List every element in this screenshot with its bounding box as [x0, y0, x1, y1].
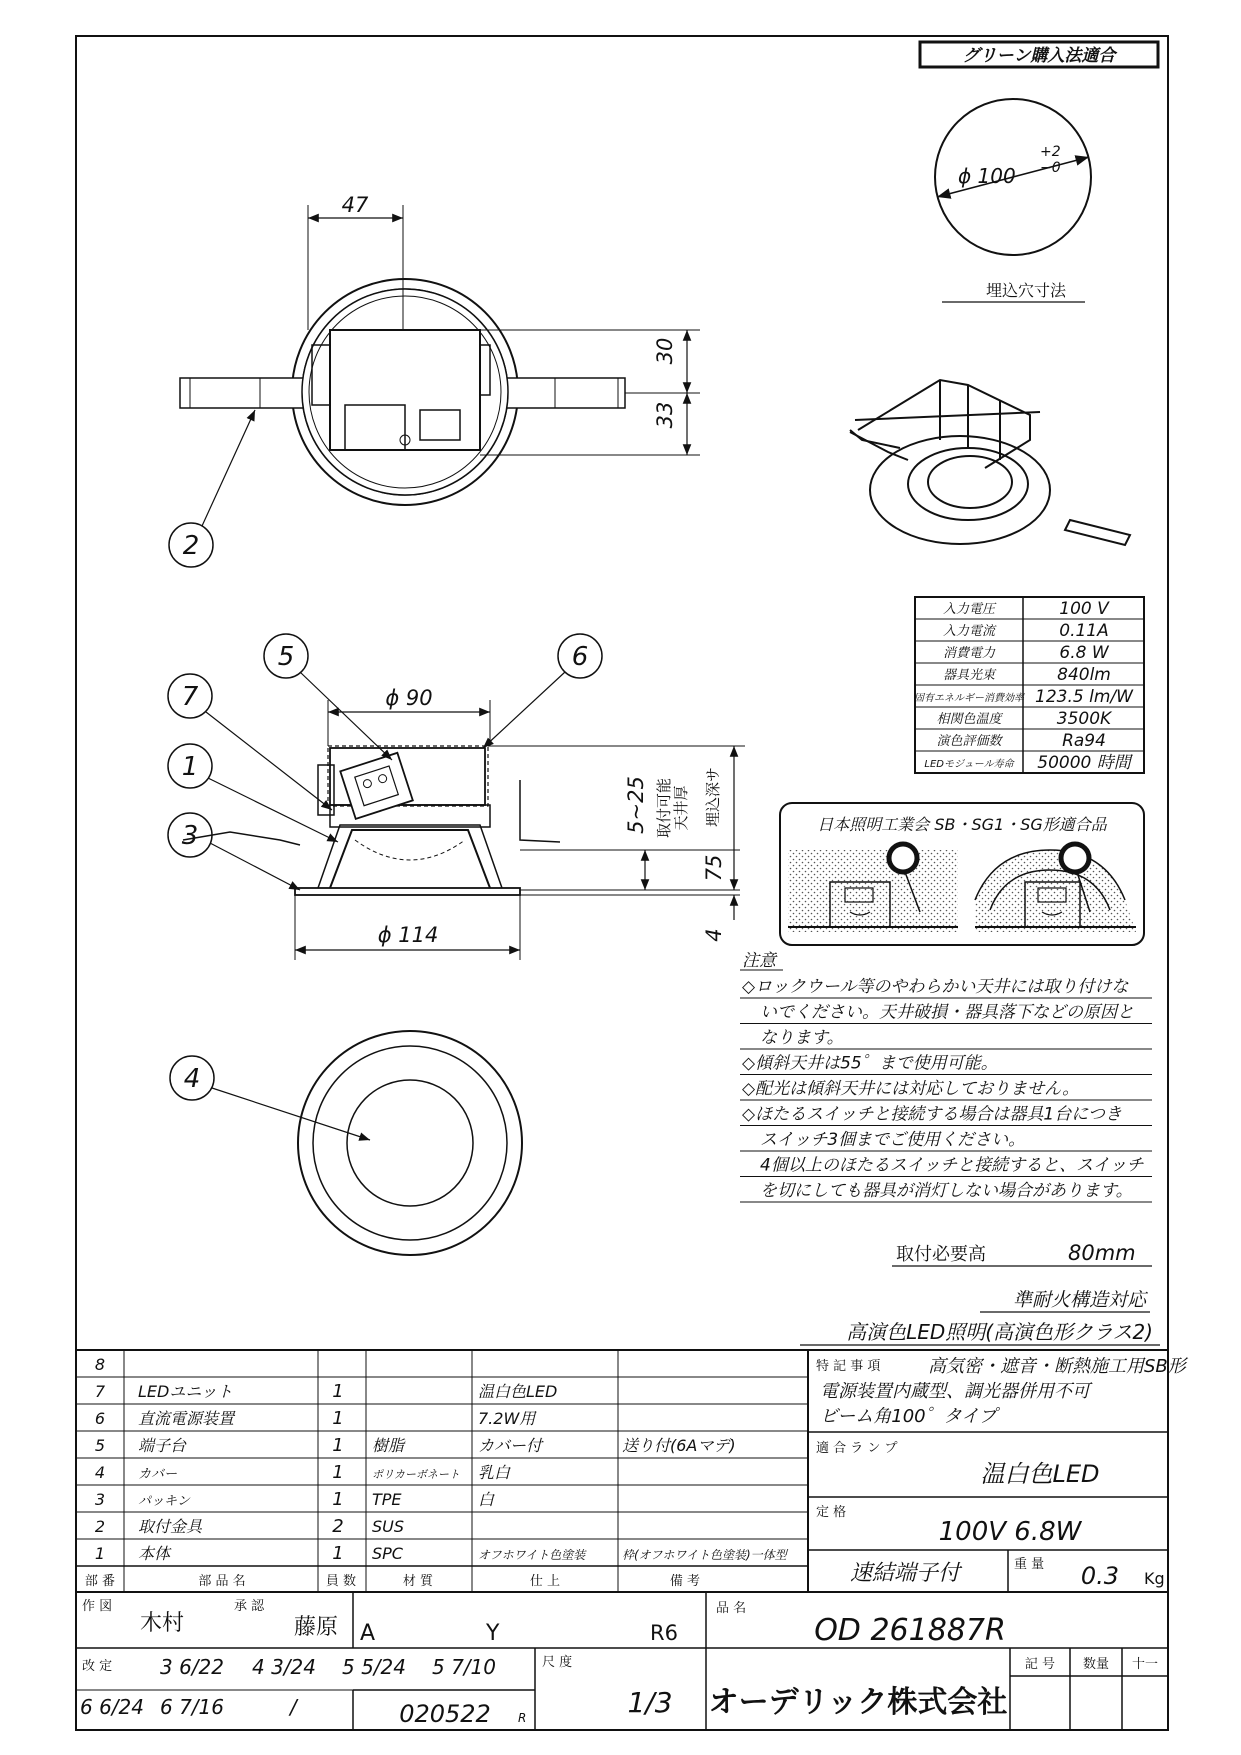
part-qty: 1 — [332, 1381, 344, 1402]
code-y: Y — [486, 1621, 500, 1646]
rev-1: 3 6/22 — [160, 1655, 224, 1679]
spec-value: 3500K — [1056, 709, 1112, 729]
note-line: いでください。天井破損・器具落下などの原因と — [760, 1002, 1134, 1023]
part-finish: オフホワイト色塗装 — [478, 1548, 586, 1562]
rating-label: 定 格 — [816, 1505, 847, 1520]
perspective-sketch — [850, 380, 1130, 545]
code-a: A — [360, 1621, 376, 1646]
part-qty: 1 — [332, 1462, 344, 1483]
part-name: 直流電源装置 — [138, 1409, 235, 1428]
part-finish: 7.2W用 — [478, 1409, 536, 1428]
approved-label: 承 認 — [234, 1599, 265, 1614]
part-note: 送り付(6Aマデ) — [622, 1436, 736, 1455]
part-no: 2 — [94, 1517, 106, 1536]
lamp-value: 温白色LED — [980, 1460, 1100, 1488]
drawn-by: 木村 — [140, 1611, 185, 1636]
note-line: 4個以上のほたるスイッチと接続すると、スイッチ — [760, 1155, 1144, 1176]
spec-value: Ra94 — [1062, 731, 1106, 751]
product-name: OD 261887R — [814, 1613, 1006, 1648]
part-no: 6 — [94, 1409, 106, 1428]
spec-table — [914, 597, 1144, 773]
side-dim-75: 75 — [702, 854, 726, 882]
part-note: 枠(オフホワイト色塗装)一体型 — [622, 1548, 787, 1562]
part-finish: カバー付 — [478, 1436, 543, 1455]
cutout-label: 埋込穴寸法 — [986, 281, 1067, 300]
dash-label: 十一 — [1131, 1657, 1159, 1672]
sb-compat-box — [780, 803, 1144, 945]
callout-1: 1 — [181, 752, 199, 782]
rev-2: 4 3/24 — [252, 1655, 316, 1679]
rev-3: 5 5/24 — [342, 1655, 406, 1679]
hdr-finish: 仕 上 — [529, 1574, 561, 1589]
spec-value: 50000 時間 — [1037, 753, 1131, 773]
features-block — [808, 1356, 1189, 1592]
spec-value: 123.5 lm/W — [1035, 687, 1133, 707]
spec-label: LEDモジュール寿命 — [924, 759, 1014, 770]
part-no: 1 — [94, 1544, 106, 1563]
part-no: 4 — [94, 1463, 106, 1482]
hdr-no: 部 番 — [84, 1574, 116, 1589]
callout-3: 3 — [181, 821, 199, 851]
quantity-label: 数量 — [1082, 1657, 1110, 1672]
hdr-qty: 員 数 — [325, 1574, 357, 1589]
note-line: ◇配光は傾斜天井には対応しておりません。 — [742, 1079, 1080, 1099]
rev-6: 6 7/16 — [160, 1695, 224, 1719]
hdr-name: 部 品 名 — [198, 1574, 246, 1589]
scale-value: 1/3 — [627, 1686, 673, 1719]
revision-label: 改 定 — [82, 1659, 113, 1674]
part-name: パッキン — [138, 1494, 190, 1509]
sb-box-title: 日本照明工業会 SB・SG1・SG形適合品 — [817, 815, 1107, 834]
part-qty: 1 — [332, 1543, 344, 1564]
green-purchase-label — [920, 42, 1158, 67]
drawing-suffix: R — [518, 1711, 527, 1725]
bottom-view — [170, 1031, 522, 1255]
spec-label: 入力電圧 — [942, 602, 996, 617]
approved-by: 藤原 — [294, 1615, 339, 1640]
features-label: 特 記 事 項 — [816, 1359, 881, 1374]
note-line: なります。 — [760, 1028, 844, 1048]
fire-label: 準耐火構造対応 — [1012, 1289, 1146, 1311]
part-name: 取付金具 — [138, 1517, 203, 1536]
part-name: LEDユニット — [138, 1382, 233, 1401]
side-label-ceiling-1: 取付可能 — [655, 777, 673, 839]
top-dim-33: 33 — [653, 401, 677, 429]
hdr-note: 備 考 — [669, 1574, 701, 1589]
code-r: R6 — [650, 1621, 678, 1645]
rev-7: / — [290, 1695, 297, 1719]
cutout-diagram — [935, 99, 1091, 302]
weight-unit: Kg — [1144, 1569, 1165, 1588]
part-no: 7 — [94, 1382, 106, 1401]
part-no: 5 — [94, 1436, 106, 1455]
part-material: SPC — [372, 1544, 403, 1563]
notes — [740, 951, 1152, 1202]
side-dim-5-25: 5~25 — [624, 776, 648, 834]
company-name: オーデリック株式会社 — [708, 1685, 1008, 1720]
spec-label: 器具光束 — [942, 668, 996, 683]
mount-height-label: 取付必要高 — [896, 1244, 986, 1265]
side-label-ceiling-2: 天井厚 — [672, 785, 690, 831]
cutout-tol-plus: +2 — [1040, 144, 1061, 160]
connector: 速結端子付 — [849, 1561, 961, 1586]
spec-label: 入力電流 — [942, 624, 996, 639]
mount-height — [892, 1241, 1152, 1266]
cutout-dim: ϕ 100 — [958, 164, 1016, 188]
cutout-tol-minus: −0 — [1040, 160, 1061, 176]
scale-label: 尺 度 — [542, 1655, 573, 1670]
features-line3: ビーム角100゜タイプ — [820, 1406, 997, 1427]
part-qty: 1 — [332, 1408, 344, 1429]
callout-4: 4 — [183, 1064, 201, 1094]
notes-heading: 注意 — [742, 951, 776, 971]
spec-label: 相関色温度 — [936, 712, 1002, 727]
rating-value: 100V 6.8W — [938, 1517, 1082, 1547]
spec-value: 0.11A — [1059, 621, 1109, 641]
spec-value: 6.8 W — [1059, 643, 1109, 663]
features-line2: 電源装置内蔵型、調光器併用不可 — [820, 1381, 1090, 1402]
spec-label: 消費電力 — [942, 646, 996, 661]
callout-5: 5 — [277, 642, 295, 672]
callout-2: 2 — [182, 531, 200, 561]
part-name: 本体 — [138, 1544, 171, 1563]
note-line: ◇傾斜天井は55゜まで使用可能。 — [742, 1053, 998, 1074]
features-line1: 高気密・遮音・断熱施工用SB形 — [928, 1356, 1186, 1377]
rev-5: 6 6/24 — [80, 1695, 144, 1719]
side-dim-phi114: ϕ 114 — [377, 923, 439, 947]
part-no: 8 — [94, 1355, 106, 1374]
part-finish: 白 — [478, 1490, 495, 1509]
spec-label: 演色評価数 — [936, 734, 1002, 749]
side-view — [168, 634, 745, 960]
part-qty: 2 — [332, 1516, 344, 1537]
weight-label: 重 量 — [1014, 1557, 1045, 1572]
side-dim-4: 4 — [702, 928, 726, 942]
callout-7: 7 — [181, 682, 199, 712]
part-material: 樹脂 — [372, 1436, 405, 1455]
drawn-label: 作 図 — [82, 1599, 113, 1614]
part-qty: 1 — [332, 1435, 344, 1456]
side-dim-phi90: ϕ 90 — [385, 686, 433, 710]
part-qty: 1 — [332, 1489, 344, 1510]
top-view — [169, 193, 700, 567]
part-material: TPE — [372, 1490, 402, 1509]
lamp-label: 適 合 ラ ン プ — [816, 1441, 898, 1456]
note-line: スイッチ3個までご使用ください。 — [760, 1130, 1026, 1150]
product-label: 品 名 — [716, 1601, 747, 1616]
weight-value: 0.3 — [1080, 1562, 1120, 1590]
symbol-label: 記 号 — [1024, 1657, 1056, 1672]
part-finish: 温白色LED — [478, 1382, 558, 1401]
part-name: カバー — [138, 1467, 178, 1482]
top-dim-30: 30 — [653, 337, 677, 365]
top-dim-width: 47 — [341, 193, 369, 217]
spec-value: 100 V — [1059, 599, 1109, 619]
side-label-depth: 埋込深サ — [704, 766, 722, 828]
part-no: 3 — [94, 1490, 106, 1509]
rev-4: 5 7/10 — [432, 1655, 496, 1679]
part-material: SUS — [372, 1517, 405, 1536]
note-line: ◇ほたるスイッチと接続する場合は器具1台につき — [742, 1104, 1122, 1125]
note-line: を切にしても器具が消灯しない場合があります。 — [760, 1181, 1133, 1201]
callout-6: 6 — [571, 642, 589, 672]
part-material: ポリカーボネート — [372, 1468, 460, 1481]
title-block — [76, 1592, 1168, 1730]
high-cri-label: 高演色LED照明(高演色形クラス2) — [846, 1320, 1153, 1344]
part-name: 端子台 — [138, 1436, 187, 1455]
green-purchase-text: グリーン購入法適合 — [962, 46, 1116, 66]
part-finish: 乳白 — [478, 1463, 511, 1482]
mount-height-value: 80mm — [1068, 1241, 1136, 1265]
spec-label: 固有エネルギー消費効率 — [914, 693, 1024, 704]
hdr-material: 材 質 — [402, 1574, 434, 1589]
spec-value: 840lm — [1057, 665, 1111, 685]
note-line: ◇ロックウール等のやわらかい天井には取り付けな — [742, 977, 1129, 997]
drawing-no: 020522 — [399, 1700, 491, 1728]
